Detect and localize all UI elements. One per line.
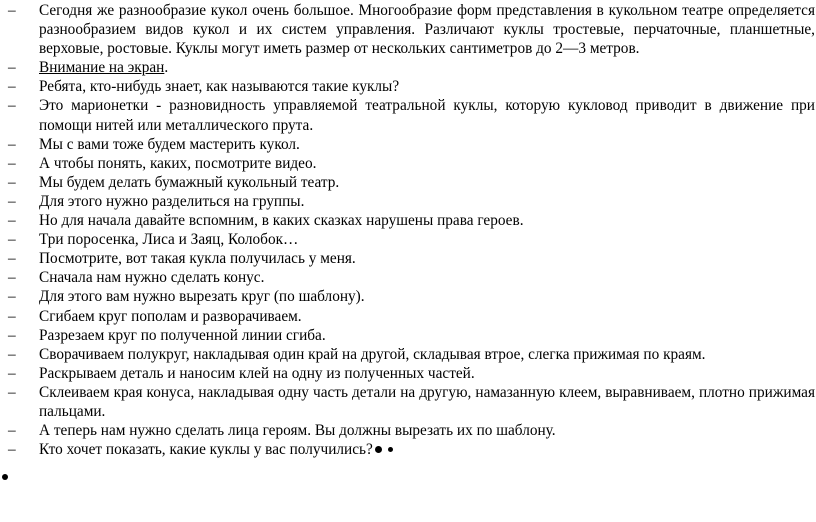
dash-marker: – xyxy=(8,345,16,363)
list-item xyxy=(0,192,816,211)
dash-marker: – xyxy=(8,250,16,268)
bullet-dot-icon xyxy=(388,447,393,452)
list-item xyxy=(0,58,816,77)
dash-marker: – xyxy=(8,326,16,344)
bullet-dot-icon xyxy=(2,474,8,480)
list-item xyxy=(0,307,816,326)
list-item xyxy=(0,249,816,268)
list-item-text: А теперь нам нужно сделать лица героям. Вы должны вырезать их по шаблону. xyxy=(39,422,556,440)
list-item xyxy=(0,364,816,383)
list-item-text: Три поросенка, Лиса и Заяц, Колобок… xyxy=(39,231,299,249)
list-item xyxy=(0,173,816,192)
list-item-text: Мы будем делать бумажный кукольный театр. xyxy=(39,173,340,191)
list-item-text: Мы с вами тоже будем мастерить кукол. xyxy=(39,135,300,153)
list-item-text: Сворачиваем полукруг, накладывая один край на другой, складывая втрое, слегка прижимая по краям. xyxy=(39,345,706,363)
dash-marker: – xyxy=(8,173,16,191)
bullet-dot-icon xyxy=(375,446,382,453)
list-item-suffix: . xyxy=(164,59,169,77)
list-item-text: Кто хочет показать, какие куклы у вас получились? xyxy=(39,441,373,459)
list-item xyxy=(0,326,816,345)
dash-marker: – xyxy=(8,422,16,440)
dash-marker: – xyxy=(8,364,16,382)
list-item xyxy=(0,440,816,459)
dash-marker: – xyxy=(8,135,16,153)
list-item xyxy=(0,211,816,230)
list-item-text: Это марионетки - разновидность управляемой театральной куклы, которую кукловод приводит в движение при помощи нитей или металлического прута. xyxy=(39,97,815,134)
dash-marker: – xyxy=(8,78,16,96)
list-item xyxy=(0,268,816,287)
dash-marker: – xyxy=(8,97,16,115)
list-item-text: Разрезаем круг по полученной линии сгиба. xyxy=(39,326,326,344)
dash-marker: – xyxy=(8,192,16,210)
dash-marker: – xyxy=(8,269,16,287)
dash-marker: – xyxy=(8,307,16,325)
dash-marker: – xyxy=(8,154,16,172)
dash-marker: – xyxy=(8,288,16,306)
list-item xyxy=(0,287,816,306)
list-item-text: А чтобы понять, каких, посмотрите видео. xyxy=(39,154,317,172)
list-item-text: Посмотрите, вот такая кукла получилась у меня. xyxy=(39,250,356,268)
dash-marker: – xyxy=(8,231,16,249)
list-item-text: Сначала нам нужно сделать конус. xyxy=(39,269,265,287)
list-item xyxy=(0,345,816,364)
list-item-text: Сегодня же разнообразие кукол очень большое. Многообразие форм представления в кукольном театре определяется разнообразием видов кукол и их систем управления. Различают куклы тростевые, перчаточные, планшетные, верховые, ростовые. Куклы могут иметь размер от нескольких сантиметров до 2—3 метров. xyxy=(39,2,815,58)
list-item xyxy=(0,96,816,134)
list-item-text: Для этого вам нужно вырезать круг (по шаблону). xyxy=(39,288,365,306)
list-item-text: Склеиваем края конуса, накладывая одну часть детали на другую, намазанную клеем, выравниваем, плотно прижимая пальцами. xyxy=(39,383,815,420)
dash-marker: – xyxy=(8,212,16,230)
screen-link-text: Внимание на экран xyxy=(39,59,165,77)
dash-marker: – xyxy=(8,383,16,401)
list-item xyxy=(0,154,816,173)
list-item-text: Но для начала давайте вспомним, в каких сказках нарушены права героев. xyxy=(39,212,524,230)
list-item xyxy=(0,135,816,154)
list-item-text: Сгибаем круг пополам и разворачиваем. xyxy=(39,307,302,325)
list-item xyxy=(0,383,816,421)
list-item xyxy=(0,230,816,249)
dash-marker: – xyxy=(8,2,16,19)
dash-list xyxy=(0,1,816,459)
list-item-text: Ребята, кто-нибудь знает, как называются такие куклы? xyxy=(39,78,400,96)
list-item xyxy=(0,1,816,58)
list-item xyxy=(0,421,816,440)
dash-marker: – xyxy=(8,441,16,459)
list-item xyxy=(0,77,816,96)
list-item-text: Раскрываем деталь и наносим клей на одну из полученных частей. xyxy=(39,364,475,382)
dash-marker: – xyxy=(8,59,16,77)
list-item-text: Для этого нужно разделиться на группы. xyxy=(39,192,305,210)
